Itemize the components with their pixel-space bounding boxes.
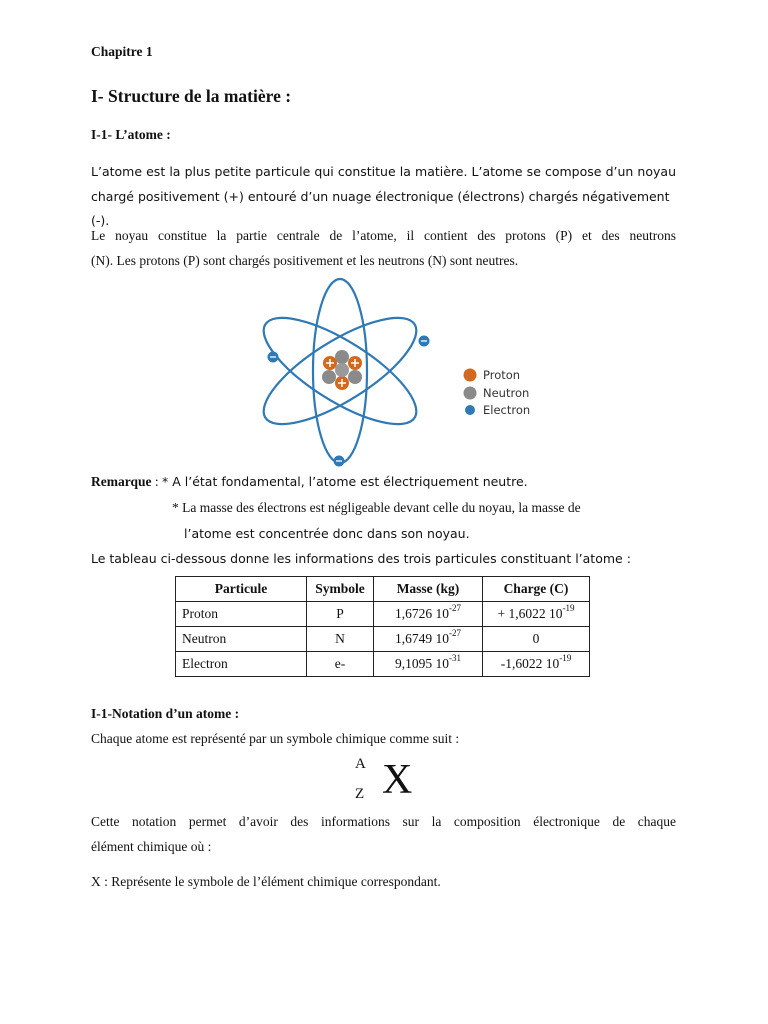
- neutron: [335, 350, 349, 364]
- neutron: [335, 363, 349, 377]
- charge-exponent: -19: [559, 653, 572, 663]
- cell-mass: [374, 602, 483, 627]
- paragraph-line: chargé positivement (+) entouré d’un nuage électronique (électrons) chargés négativement (-).: [91, 188, 670, 228]
- cell-symbol: e-: [307, 652, 374, 677]
- legend-electron-label: Electron: [483, 403, 531, 417]
- particles-table: [175, 576, 590, 677]
- remark-item-1: * A l’état fondamental, l’atome est électriquement neutre.: [162, 474, 528, 489]
- cell-mass: [374, 652, 483, 677]
- paragraph-nucleus: [91, 224, 676, 273]
- remark-item-2-line-2: l’atome est concentrée donc dans son noyau.: [184, 526, 470, 541]
- charge-mantissa: 0: [532, 631, 540, 646]
- table-header-particule: Particule: [176, 577, 307, 602]
- remark-separator: :: [151, 474, 163, 489]
- table-header-symbole: Symbole: [307, 577, 374, 602]
- table-row: [176, 652, 590, 677]
- charge-mantissa: -1,6022 10: [500, 656, 560, 671]
- neutron: [348, 370, 362, 384]
- table-row: [176, 627, 590, 652]
- legend-neutron-label: Neutron: [483, 386, 530, 400]
- section-title: I- Structure de la matière :: [91, 86, 292, 106]
- paragraph-atom-definition: [91, 160, 676, 234]
- cell-symbol: P: [307, 602, 374, 627]
- nucleus: [322, 350, 362, 390]
- legend-neutron-swatch: [464, 387, 477, 400]
- notation-intro: Chaque atome est représenté par un symbole chimique comme suit :: [91, 731, 460, 746]
- atomic-notation: [352, 756, 432, 806]
- atom-diagram-svg: [240, 273, 540, 469]
- cell-particle-name: Neutron: [176, 627, 307, 652]
- legend-proton-label: Proton: [483, 368, 521, 382]
- legend-proton-swatch: [464, 369, 477, 382]
- mass-exponent: -27: [449, 628, 461, 638]
- cell-particle-name: Electron: [176, 652, 307, 677]
- cell-charge: [483, 602, 590, 627]
- charge-mantissa: + 1,6022 10: [497, 606, 563, 621]
- table-row: [176, 602, 590, 627]
- mass-mantissa: 9,1095 10: [395, 656, 449, 671]
- paragraph-line: élément chimique où :: [91, 838, 212, 854]
- paragraph-line: (N). Les protons (P) sont chargés positivement et les neutrons (N) sont neutres.: [91, 252, 519, 268]
- cell-charge: [483, 627, 590, 652]
- paragraph-notation: [91, 810, 676, 859]
- remark-item-2-line-1: * La masse des électrons est négligeable devant celle du noyau, la masse de: [172, 500, 581, 515]
- legend-electron-swatch: [465, 405, 475, 415]
- notation-element-symbol: X: [382, 757, 413, 803]
- paragraph-line: Le noyau constitue la partie centrale de l’atome, il contient des protons (P) et des neutrons: [91, 228, 676, 243]
- cell-charge: [483, 652, 590, 677]
- cell-symbol: N: [307, 627, 374, 652]
- table-header-row: [176, 577, 590, 602]
- subsection-notation-title: I-1-Notation d’un atome :: [91, 706, 240, 721]
- cell-particle-name: Proton: [176, 602, 307, 627]
- mass-mantissa: 1,6726 10: [395, 606, 449, 621]
- notation-atomic-number: Z: [355, 786, 365, 802]
- charge-exponent: -19: [562, 603, 575, 613]
- atom-diagram: [240, 273, 540, 469]
- mass-exponent: -27: [449, 603, 461, 613]
- mass-mantissa: 1,6749 10: [395, 631, 449, 646]
- mass-exponent: -31: [449, 653, 461, 663]
- table-header-masse: Masse (kg): [374, 577, 483, 602]
- notation-mass-number: A: [355, 756, 366, 772]
- neutron: [322, 370, 336, 384]
- chapter-label: Chapitre 1: [91, 44, 153, 59]
- x-definition: X : Représente le symbole de l’élément chimique correspondant.: [91, 874, 441, 889]
- remark-label: Remarque: [91, 474, 152, 489]
- subsection-atom-title: I-1- L’atome :: [91, 127, 171, 142]
- cell-mass: [374, 627, 483, 652]
- remark-line-1: [91, 474, 528, 490]
- atom-legend: [464, 368, 531, 417]
- paragraph-line: Cette notation permet d’avoir des informations sur la composition électronique de chaque: [91, 814, 676, 829]
- table-intro: Le tableau ci-dessous donne les informations des trois particules constituant l’atome :: [91, 551, 631, 566]
- table-header-charge: Charge (C): [483, 577, 590, 602]
- paragraph-line: L’atome est la plus petite particule qui constitue la matière. L’atome se compose d’un noyau: [91, 164, 676, 179]
